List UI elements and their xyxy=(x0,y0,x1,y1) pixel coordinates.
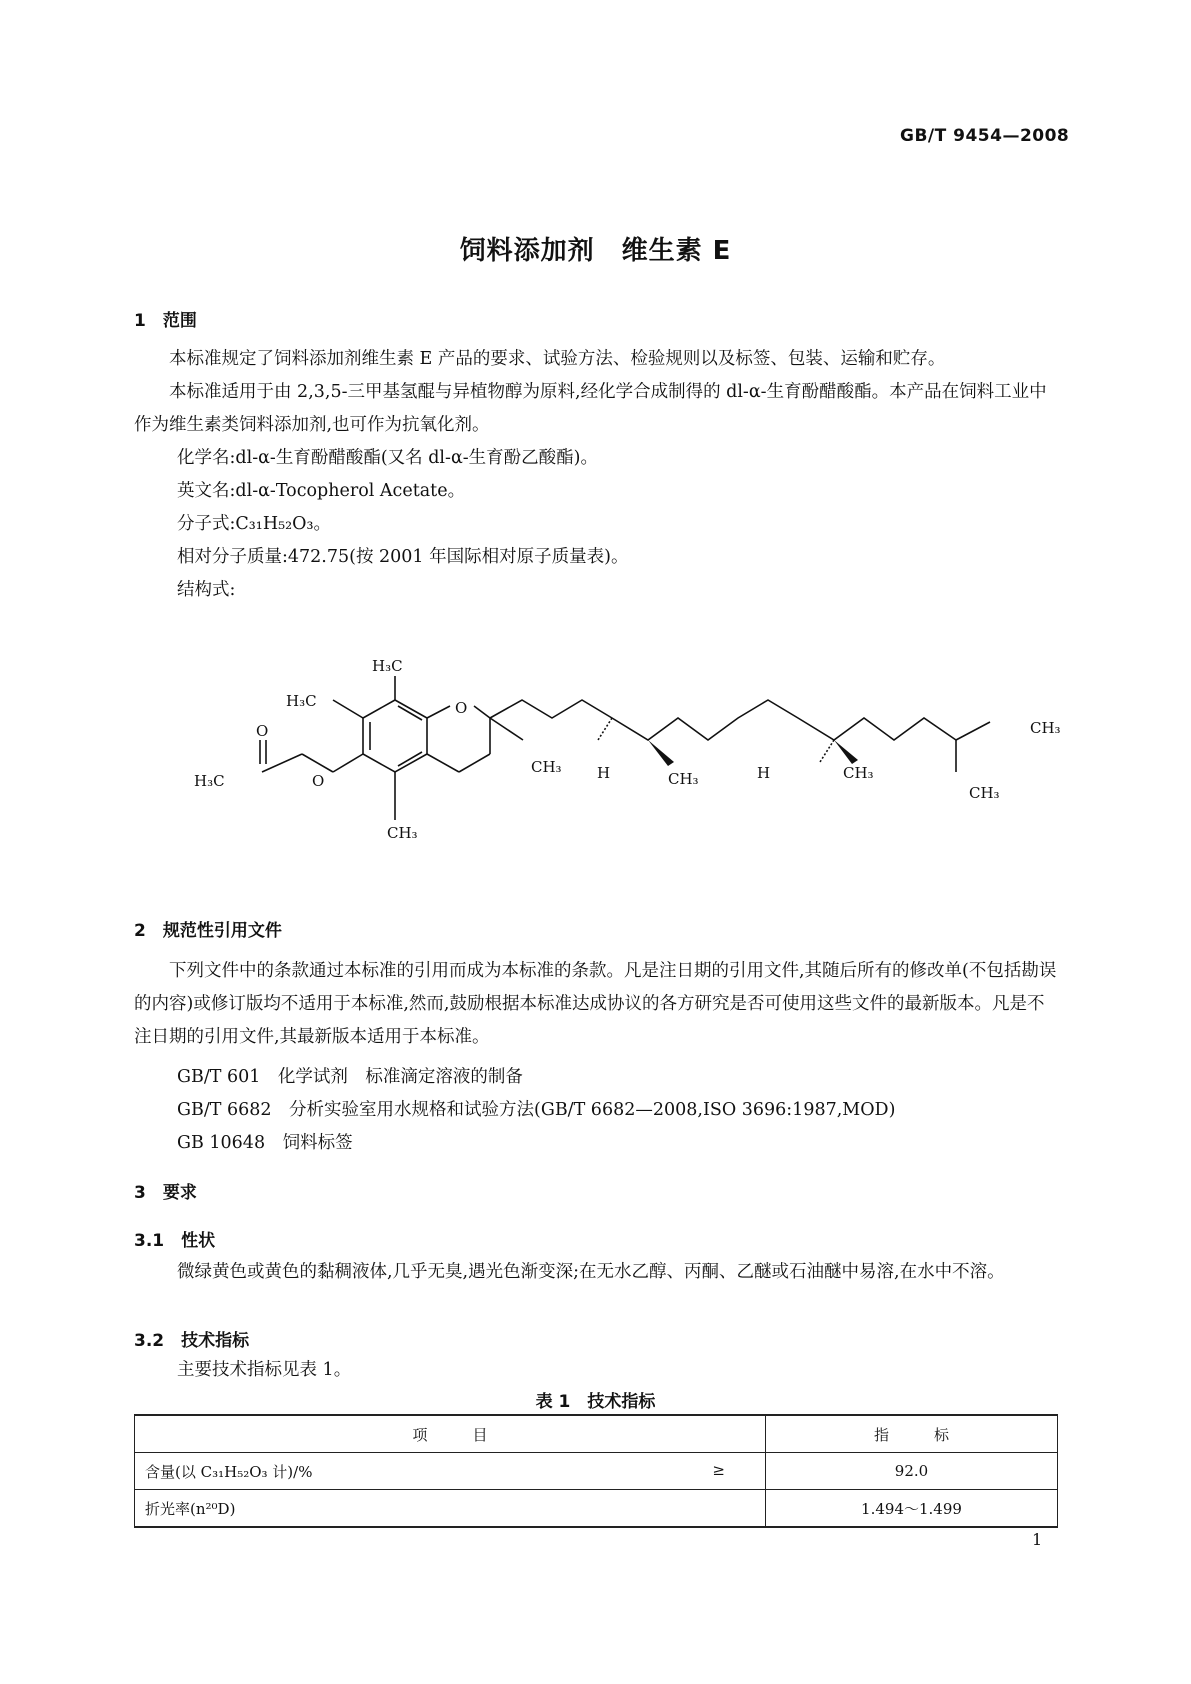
chemical-name: 化学名:dl-α-生育酚醋酸酯(又名 dl-α-生育酚乙酸酯)。 xyxy=(177,448,598,468)
reference-1: GB/T 601 化学试剂 标准滴定溶液的制备 xyxy=(177,1067,523,1087)
label-ch3-end-upper: CH₃ xyxy=(1030,719,1061,737)
document-title: 饲料添加剂 维生素 E xyxy=(459,236,732,266)
reference-3: GB 10648 饲料标签 xyxy=(177,1133,353,1153)
header-indicator: 指 标 xyxy=(766,1415,1058,1453)
table-row xyxy=(135,1490,1058,1528)
row-value: 1.494～1.499 xyxy=(766,1490,1058,1528)
technical-indicators-table xyxy=(134,1414,1058,1528)
table-1-caption: 表 1 技术指标 xyxy=(535,1392,656,1412)
section-3-1-heading: 3.1 性状 xyxy=(134,1231,216,1251)
row-operator: ≥ xyxy=(712,1460,725,1479)
standard-code: GB/T 9454—2008 xyxy=(900,126,1070,146)
section-1-paragraph-2: 本标准适用于由 2,3,5-三甲基氢醌与异植物醇为原料,经化学合成制得的 dl-α-生育酚醋酸酯。本产品在饲料工业中作为维生素类饲料添加剂,也可作为抗氧化剂。 xyxy=(134,382,1047,435)
section-3-2-text: 主要技术指标见表 1。 xyxy=(177,1360,352,1380)
header-item: 项 目 xyxy=(135,1415,766,1453)
english-name: 英文名:dl-α-Tocopherol Acetate。 xyxy=(177,481,466,501)
section-1-paragraph-1: 本标准规定了饲料添加剂维生素 E 产品的要求、试验方法、检验规则以及标签、包装、运输和贮存。 xyxy=(169,349,946,369)
label-ch3-c2: CH₃ xyxy=(531,758,562,776)
label-o-ester: O xyxy=(312,772,325,790)
reference-2: GB/T 6682 分析实验室用水规格和试验方法(GB/T 6682—2008,ISO 3696:1987,MOD) xyxy=(177,1100,896,1120)
molecular-weight: 相对分子质量:472.75(按 2001 年国际相对原子质量表)。 xyxy=(177,547,629,567)
label-ch3-2: CH₃ xyxy=(843,764,874,782)
section-3-heading: 3 要求 xyxy=(134,1183,197,1203)
label-h3c-ring: H₃C xyxy=(286,692,317,710)
row-item-label: 折光率(n²⁰D) xyxy=(145,1499,236,1518)
label-h3c-top: H₃C xyxy=(372,657,403,675)
label-h3c-acetyl: H₃C xyxy=(194,772,225,790)
section-1-heading: 1 范围 xyxy=(134,311,197,331)
structure-label: 结构式: xyxy=(177,580,236,600)
section-2-heading: 2 规范性引用文件 xyxy=(134,921,282,941)
label-o-carbonyl: O xyxy=(256,722,269,740)
section-2-paragraph: 下列文件中的条款通过本标准的引用而成为本标准的条款。凡是注日期的引用文件,其随后所有的修改单(不包括勘误的内容)或修订版均不适用于本标准,然而,鼓励根据本标准达成协议的各方研究是否可使用这些文件的最新版本。凡是不注日期的引用文件,其最新版本适用于本标准。 xyxy=(134,961,1057,1047)
table-row xyxy=(135,1453,1058,1490)
label-o-ring: O xyxy=(455,699,468,717)
label-ch3-bottom: CH₃ xyxy=(387,824,418,842)
row-value: 92.0 xyxy=(766,1453,1058,1490)
section-3-2-heading: 3.2 技术指标 xyxy=(134,1331,250,1351)
row-item-label: 含量(以 C₃₁H₅₂O₃ 计)/% xyxy=(145,1462,313,1481)
molecular-formula: 分子式:C₃₁H₅₂O₃。 xyxy=(177,514,331,534)
label-h-1: H xyxy=(597,764,611,782)
label-h-2: H xyxy=(757,764,771,782)
row-item xyxy=(135,1453,766,1490)
row-item xyxy=(135,1490,766,1528)
section-3-1-text: 微绿黄色或黄色的黏稠液体,几乎无臭,遇光色渐变深;在无水乙醇、丙酮、乙醚或石油醚中易溶,在水中不溶。 xyxy=(177,1262,1005,1282)
table-header-row xyxy=(135,1415,1058,1453)
label-ch3-1: CH₃ xyxy=(668,770,699,788)
page-number: 1 xyxy=(1032,1530,1043,1549)
label-ch3-end-lower: CH₃ xyxy=(969,784,1000,802)
